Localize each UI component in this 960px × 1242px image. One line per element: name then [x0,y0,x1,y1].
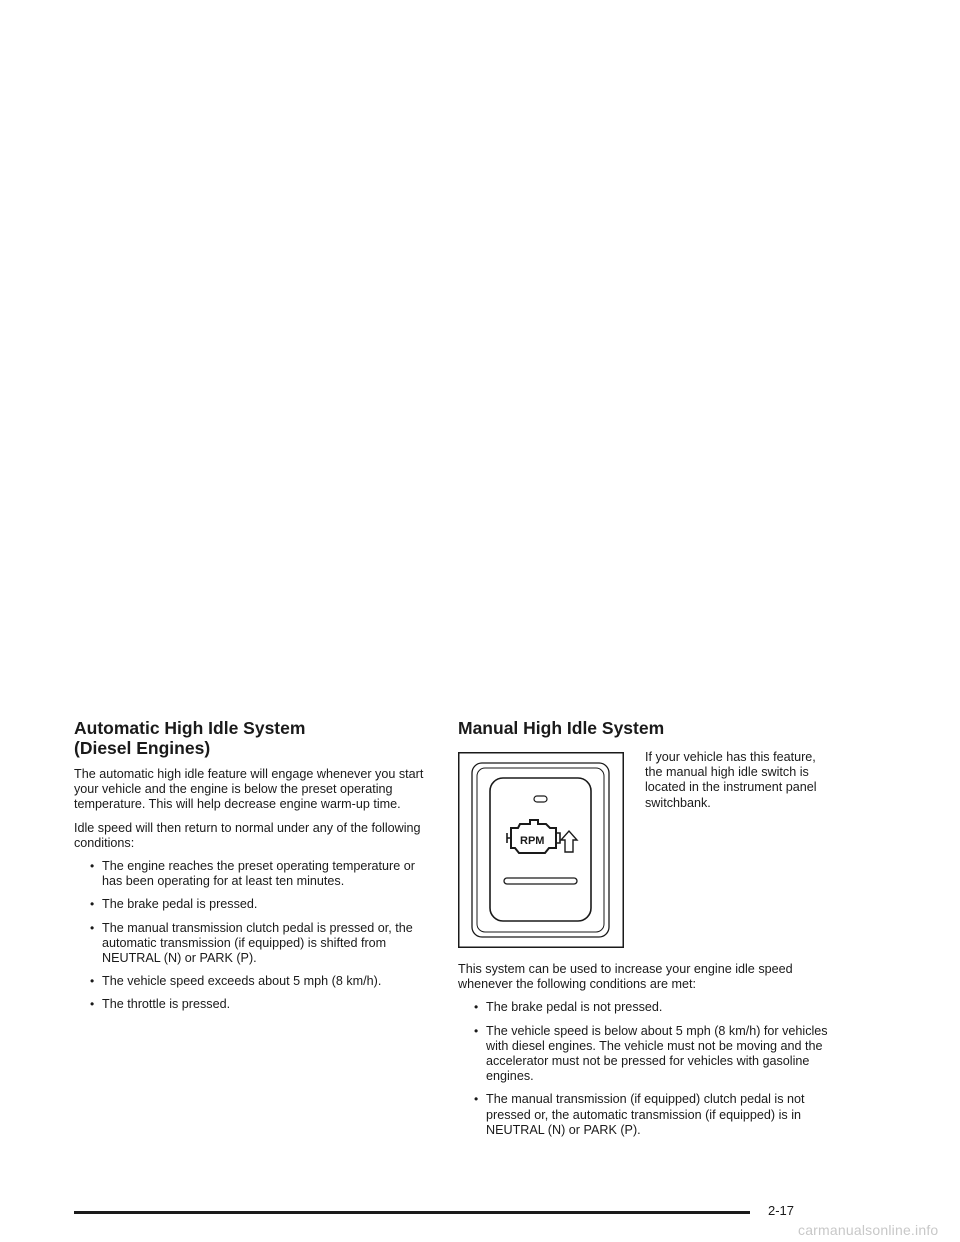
list-item: • The engine reaches the preset operating temperature or has been operating for at least ten minutes. [90,859,415,889]
heading-line-1: Automatic High Idle System [74,718,306,738]
bullet-icon: • [90,897,95,912]
list-item: • The brake pedal is pressed. [90,897,258,912]
bullet-icon: • [90,997,95,1012]
left-column [74,718,436,1021]
figure-row [458,752,830,948]
page-number: 2-17 [768,1203,795,1218]
bullet-icon: • [90,974,95,989]
section-heading-manual-high-idle: Manual High Idle System [458,718,665,738]
high-idle-switch-illustration [458,752,624,948]
bullet-icon: • [90,920,95,935]
paragraph: Idle speed will then return to normal under any of the following conditions: [74,820,421,850]
paragraph: This system can be used to increase your engine idle speed whenever the following conditions are met: [458,962,793,992]
right-column [458,718,830,1146]
list-item: • The manual transmission (if equipped) clutch pedal is not pressed or, the automatic transmission (if equipped) is in NEUTRAL (N) or PARK (P). [474,1092,805,1137]
list-item: • The brake pedal is not pressed. [474,1000,663,1015]
list-item: • The throttle is pressed. [90,997,231,1012]
figure-caption: If your vehicle has this feature, the manual high idle switch is located in the instrument panel switchbank. [645,750,817,810]
footer-rule [74,1211,750,1214]
conditions-list [458,1000,830,1138]
list-item: • The vehicle speed exceeds about 5 mph (8 km/h). [90,974,382,989]
heading-line-2: (Diesel Engines) [74,738,211,758]
bullet-icon: • [474,1023,479,1038]
bullet-icon: • [474,1092,479,1107]
list-item: • The vehicle speed is below about 5 mph (8 km/h) for vehicles with diesel engines. The vehicle must not be moving and the accelerator must not be pressed for vehicles with gasoline engines. [474,1023,828,1084]
conditions-list [74,859,436,1013]
list-item: • The manual transmission clutch pedal is pressed or, the automatic transmission (if equipped) is shifted from NEUTRAL (N) or PARK (P). [90,920,413,966]
paragraph: The automatic high idle feature will engage whenever you start your vehicle and the engine is below the preset operating temperature. This will help decrease engine warm-up time. [74,767,424,812]
section-heading-automatic-high-idle [74,718,436,758]
bullet-icon: • [90,859,95,874]
bullet-icon: • [474,1000,479,1015]
rpm-label: RPM [520,835,545,847]
watermark[interactable]: carmanualsonline.info [798,1222,939,1238]
